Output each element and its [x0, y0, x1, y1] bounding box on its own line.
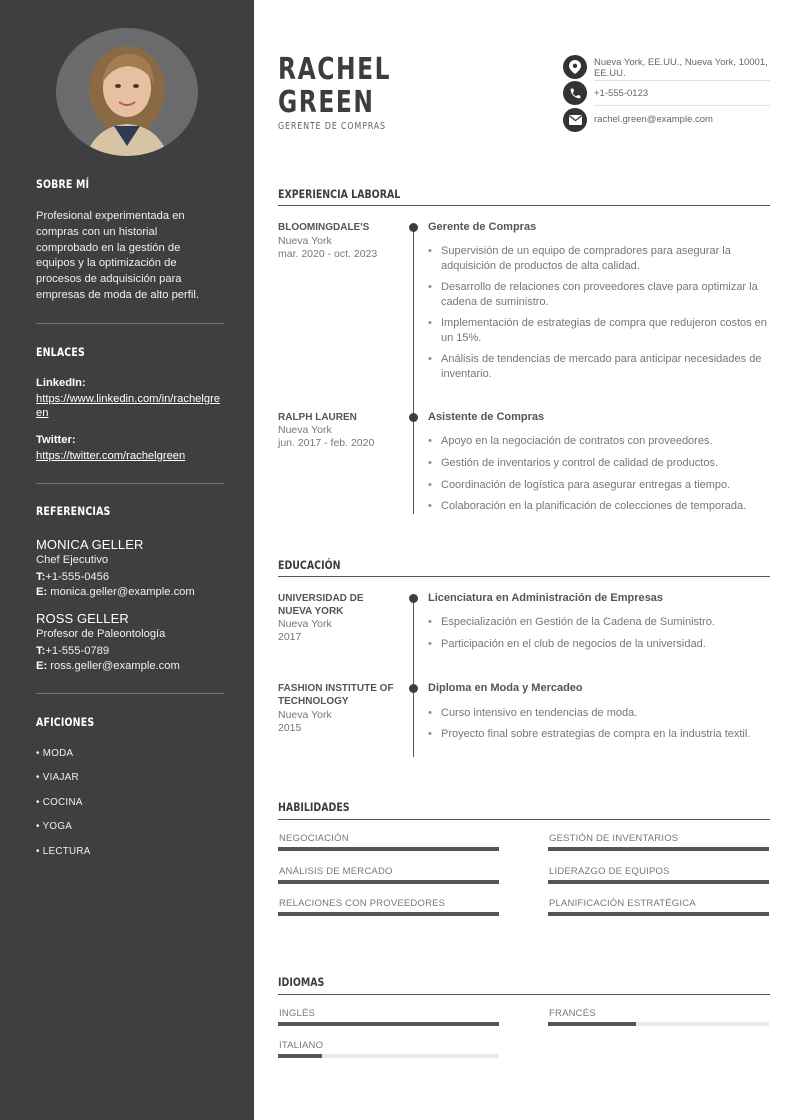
education-bullet: • Participación en el club de negocios de la universidad.	[428, 637, 770, 652]
hobby-item: • VIAJAR	[36, 772, 79, 783]
phone-label: T:	[36, 571, 46, 583]
school-location: Nueva York	[278, 709, 332, 721]
divider	[36, 323, 224, 324]
language-label: ITALIANO	[279, 1040, 324, 1051]
timeline-dot	[409, 223, 418, 232]
section-divider	[278, 994, 770, 995]
language-bar-fill	[548, 1022, 636, 1026]
skill-label: GESTIÓN DE INVENTARIOS	[549, 833, 679, 844]
job-bullet: • Implementación de estrategias de compra que redujeron costos en un 15%.	[428, 316, 770, 345]
about-text: Profesional experimentada en compras con un historial comprobado en la gestión de equipos y la optimización de procesos de adquisición para empresas de moda de alto perfil.	[36, 210, 199, 301]
divider	[594, 105, 770, 106]
section-divider	[278, 205, 770, 206]
skill-bar-fill	[278, 912, 499, 916]
language-bar	[278, 1054, 499, 1058]
skill-label: RELACIONES CON PROVEEDORES	[279, 898, 446, 909]
email-icon	[563, 108, 587, 132]
education-timeline	[413, 595, 414, 757]
language-label: INGLÉS	[279, 1008, 316, 1019]
references-heading: REFERENCIAS	[36, 504, 111, 518]
skill-label: LIDERAZGO DE EQUIPOS	[549, 866, 670, 877]
hobbies-heading: AFICIONES	[36, 715, 95, 729]
job-title: GERENTE DE COMPRAS	[278, 121, 386, 132]
skill-bar-fill	[278, 847, 499, 851]
linkedin-label: LinkedIn:	[36, 377, 86, 389]
reference-email	[36, 660, 180, 672]
first-name: RACHEL	[278, 52, 392, 87]
degree-title: Licenciatura en Administración de Empresas	[428, 592, 663, 604]
education-bullet: • Curso intensivo en tendencias de moda.	[428, 706, 770, 721]
company-location: Nueva York	[278, 235, 332, 247]
job-role: Asistente de Compras	[428, 411, 545, 423]
education-bullet: • Especialización en Gestión de la Cadena de Suministro.	[428, 615, 770, 630]
reference-email-value[interactable]: monica.geller@example.com	[50, 586, 195, 598]
education-bullet: • Proyecto final sobre estrategias de compra en la industria textil.	[428, 727, 770, 742]
reference-phone-value: +1-555-0789	[45, 645, 110, 657]
reference-title: Chef Ejecutivo	[36, 554, 109, 566]
reference-name: ROSS GELLER	[36, 611, 129, 626]
language-bar	[278, 1022, 499, 1026]
reference-phone-value: +1-555-0456	[45, 571, 110, 583]
graduation-year: 2015	[278, 722, 302, 734]
skill-label: ANÁLISIS DE MERCADO	[279, 866, 393, 877]
job-dates: jun. 2017 - feb. 2020	[278, 437, 375, 449]
hobby-item: • LECTURA	[36, 846, 91, 857]
phone-icon	[563, 81, 587, 105]
contact-email[interactable]: rachel.green@example.com	[594, 114, 713, 125]
skill-bar-fill	[548, 880, 769, 884]
skill-bar	[548, 880, 769, 884]
experience-heading: EXPERIENCIA LABORAL	[278, 187, 401, 201]
divider	[36, 483, 224, 484]
skill-bar-fill	[548, 847, 769, 851]
skill-bar	[278, 847, 499, 851]
section-divider	[278, 576, 770, 577]
linkedin-link[interactable]: https://www.linkedin.com/in/rachelgreen	[36, 393, 221, 419]
divider	[36, 693, 224, 694]
school-name: FASHION INSTITUTE OF TECHNOLOGY	[278, 683, 394, 707]
language-bar-fill	[278, 1022, 499, 1026]
degree-title: Diploma en Moda y Mercadeo	[428, 682, 583, 694]
skill-bar-fill	[278, 880, 499, 884]
twitter-link[interactable]: https://twitter.com/rachelgreen	[36, 450, 186, 462]
experience-timeline	[413, 224, 414, 514]
about-heading: SOBRE MÍ	[36, 177, 90, 191]
job-bullet: • Apoyo en la negociación de contratos con proveedores.	[428, 434, 770, 449]
reference-phone	[36, 571, 109, 583]
skill-bar	[278, 880, 499, 884]
skills-heading: HABILIDADES	[278, 800, 350, 814]
job-bullet: • Análisis de tendencias de mercado para anticipar necesidades de inventario.	[428, 352, 770, 381]
school-name: UNIVERSIDAD DE NUEVA YORK	[278, 593, 364, 617]
contact-address: Nueva York, EE.UU., Nueva York, 10001, EE.UU.	[594, 57, 768, 79]
phone-label: T:	[36, 645, 46, 657]
section-divider	[278, 819, 770, 820]
links-heading: ENLACES	[36, 345, 85, 359]
profile-photo-image	[56, 28, 198, 156]
email-label: E:	[36, 586, 48, 598]
job-bullet: • Desarrollo de relaciones con proveedores clave para optimizar la cadena de suministro.	[428, 280, 770, 309]
contact-phone: +1-555-0123	[594, 88, 649, 99]
company-name: BLOOMINGDALE'S	[278, 222, 370, 233]
job-bullet: • Gestión de inventarios y control de calidad de productos.	[428, 456, 770, 471]
language-label: FRANCÉS	[549, 1008, 596, 1019]
skill-bar	[548, 847, 769, 851]
hobby-item: • MODA	[36, 748, 74, 759]
timeline-dot	[409, 413, 418, 422]
last-name: GREEN	[278, 85, 375, 120]
reference-phone	[36, 645, 109, 657]
job-bullet: • Supervisión de un equipo de compradores para asegurar la adquisición de productos de alta calidad.	[428, 244, 770, 273]
company-location: Nueva York	[278, 424, 332, 436]
profile-photo	[56, 28, 198, 156]
language-bar	[548, 1022, 769, 1026]
school-location: Nueva York	[278, 618, 332, 630]
timeline-dot	[409, 684, 418, 693]
skill-label: PLANIFICACIÓN ESTRATÉGICA	[549, 898, 696, 909]
languages-heading: IDIOMAS	[278, 975, 325, 989]
reference-name: MONICA GELLER	[36, 537, 144, 552]
skill-bar	[548, 912, 769, 916]
hobby-item: • COCINA	[36, 797, 83, 808]
company-name: RALPH LAUREN	[278, 412, 357, 423]
reference-title: Profesor de Paleontología	[36, 628, 166, 640]
job-role: Gerente de Compras	[428, 221, 537, 233]
language-bar-fill	[278, 1054, 322, 1058]
sidebar	[0, 0, 254, 1120]
timeline-dot	[409, 594, 418, 603]
reference-email	[36, 586, 195, 598]
twitter-label: Twitter:	[36, 434, 76, 446]
skill-bar	[278, 912, 499, 916]
email-label: E:	[36, 660, 48, 672]
location-pin-icon	[563, 55, 587, 79]
hobby-item: • YOGA	[36, 821, 73, 832]
skill-label: NEGOCIACIÓN	[279, 833, 349, 844]
divider	[594, 80, 770, 81]
skill-bar-fill	[548, 912, 769, 916]
job-bullet: • Coordinación de logística para asegurar entregas a tiempo.	[428, 478, 770, 493]
job-dates: mar. 2020 - oct. 2023	[278, 248, 378, 260]
graduation-year: 2017	[278, 631, 302, 643]
education-heading: EDUCACIÓN	[278, 558, 341, 572]
job-bullet: • Colaboración en la planificación de colecciones de temporada.	[428, 499, 770, 514]
reference-email-value[interactable]: ross.geller@example.com	[50, 660, 180, 672]
